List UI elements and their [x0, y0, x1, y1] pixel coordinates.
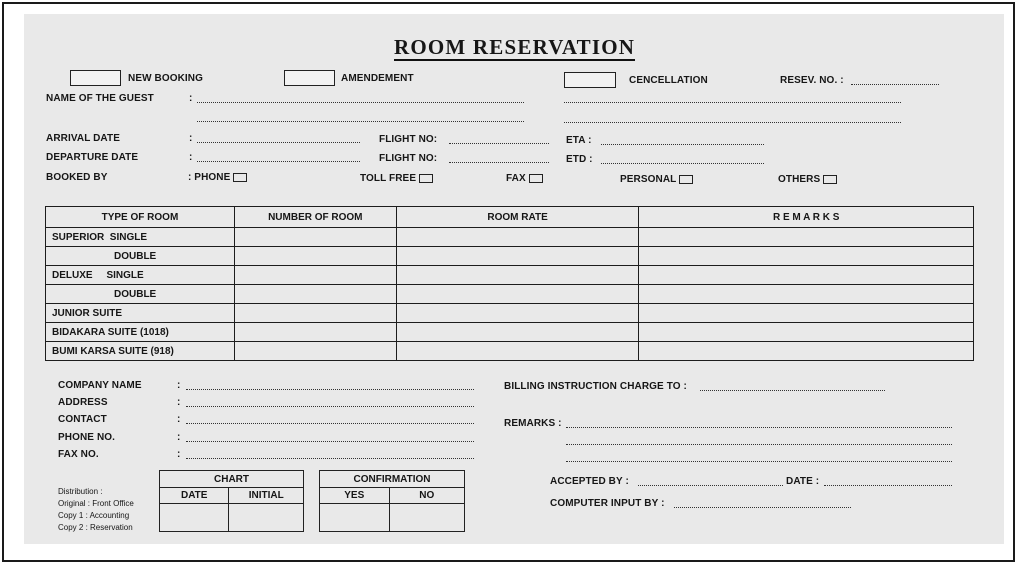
remarks-cell[interactable] [639, 228, 974, 247]
table-row [46, 304, 974, 323]
arrival-date-colon: : [189, 133, 193, 144]
booked-by-personal[interactable] [620, 174, 693, 185]
number-cell[interactable] [234, 228, 396, 247]
guest-name-label: NAME OF THE GUEST [46, 93, 154, 104]
number-cell[interactable] [234, 304, 396, 323]
room-type-cell: DELUXE SINGLE [46, 266, 235, 285]
billing-label: BILLING INSTRUCTION CHARGE TO : [504, 381, 687, 392]
toll-free-checkbox[interactable] [419, 174, 433, 183]
room-type-cell: SUPERIOR SINGLE [46, 228, 235, 247]
room-table [45, 206, 974, 361]
confirmation-title: CONFIRMATION [320, 471, 465, 488]
distribution-copy-1: Copy 1 : Accounting [58, 511, 130, 520]
remarks-field-3[interactable] [566, 461, 952, 462]
eta-field[interactable] [601, 144, 764, 145]
arrival-flight-no-field[interactable] [449, 143, 549, 144]
address-colon: : [177, 397, 181, 408]
number-cell[interactable] [234, 323, 396, 342]
fax-no-field[interactable] [186, 458, 474, 459]
distribution-original: Original : Front Office [58, 499, 134, 508]
arrival-date-field[interactable] [197, 142, 360, 143]
amendement-checkbox[interactable] [284, 70, 335, 86]
remarks-cell[interactable] [639, 342, 974, 361]
chart-initial-cell[interactable] [229, 504, 304, 532]
header-room-rate: ROOM RATE [396, 207, 639, 228]
number-cell[interactable] [234, 266, 396, 285]
reservation-form [24, 14, 1004, 544]
chart-initial-header: INITIAL [229, 488, 304, 504]
accepted-by-label: ACCEPTED BY : [550, 476, 629, 487]
company-name-field[interactable] [186, 389, 474, 390]
contact-label: CONTACT [58, 414, 107, 425]
resev-no-label: RESEV. NO. : [780, 75, 844, 86]
confirmation-table [319, 470, 465, 532]
number-cell[interactable] [234, 342, 396, 361]
remarks-cell[interactable] [639, 266, 974, 285]
address-field[interactable] [186, 406, 474, 407]
departure-date-label: DEPARTURE DATE [46, 152, 139, 163]
etd-field[interactable] [601, 163, 764, 164]
address-label: ADDRESS [58, 397, 108, 408]
table-row [46, 342, 974, 361]
table-row [46, 285, 974, 304]
accepted-by-field[interactable] [638, 485, 783, 486]
rate-cell[interactable] [396, 285, 639, 304]
cancellation-label: CENCELLATION [629, 75, 708, 86]
rate-cell[interactable] [396, 228, 639, 247]
eta-label: ETA : [566, 135, 592, 146]
amendement-label: AMENDEMENT [341, 73, 414, 84]
billing-field[interactable] [700, 390, 885, 391]
confirmation-no-cell[interactable] [389, 504, 464, 532]
personal-checkbox[interactable] [679, 175, 693, 184]
departure-date-colon: : [189, 152, 193, 163]
date-label: DATE : [786, 476, 820, 487]
guest-name-colon: : [189, 93, 193, 104]
chart-title: CHART [160, 471, 304, 488]
confirmation-yes-header: YES [320, 488, 390, 504]
booked-by-others[interactable] [778, 174, 837, 185]
date-field[interactable] [824, 485, 952, 486]
phone-no-label: PHONE NO. [58, 432, 116, 443]
header-remarks: R E M A R K S [639, 207, 974, 228]
room-type-cell: DOUBLE [46, 285, 235, 304]
distribution-heading: Distribution : [58, 487, 103, 496]
arrival-flight-no-label: FLIGHT NO: [379, 134, 438, 145]
fax-label: FAX [506, 173, 526, 184]
computer-input-label: COMPUTER INPUT BY : [550, 498, 665, 509]
remarks-cell[interactable] [639, 285, 974, 304]
header-type-of-room: TYPE OF ROOM [46, 207, 235, 228]
distribution-note [58, 486, 134, 534]
chart-date-cell[interactable] [160, 504, 229, 532]
room-type-cell: BIDAKARA SUITE (1018) [46, 323, 235, 342]
remarks-field-1[interactable] [566, 427, 952, 428]
booked-by-toll-free[interactable] [360, 173, 433, 184]
guest-name-field[interactable] [197, 102, 524, 103]
table-row [46, 228, 974, 247]
personal-label: PERSONAL [620, 174, 677, 185]
chart-table [159, 470, 304, 532]
company-name-label: COMPANY NAME [58, 380, 142, 391]
phone-no-field[interactable] [186, 441, 474, 442]
fax-no-label: FAX NO. [58, 449, 99, 460]
phone-label: : PHONE [188, 172, 231, 183]
page-frame [2, 2, 1015, 562]
new-booking-label: NEW BOOKING [128, 73, 203, 84]
fax-checkbox[interactable] [529, 174, 543, 183]
confirmation-yes-cell[interactable] [320, 504, 390, 532]
distribution-copy-2: Copy 2 : Reservation [58, 523, 133, 532]
number-cell[interactable] [234, 247, 396, 266]
guest-name-field-3[interactable] [564, 102, 901, 103]
fax-no-colon: : [177, 449, 181, 460]
booked-by-label: BOOKED BY [46, 172, 108, 183]
rate-cell[interactable] [396, 342, 639, 361]
room-type-cell: JUNIOR SUITE [46, 304, 235, 323]
guest-name-field-2[interactable] [197, 121, 524, 122]
company-name-colon: : [177, 380, 181, 391]
contact-field[interactable] [186, 423, 474, 424]
table-row [46, 247, 974, 266]
new-booking-checkbox[interactable] [70, 70, 121, 86]
room-type-cell: BUMI KARSA SUITE (918) [46, 342, 235, 361]
others-checkbox[interactable] [823, 175, 837, 184]
remarks-label: REMARKS : [504, 418, 562, 429]
resev-no-field[interactable] [851, 84, 939, 85]
booked-by-phone[interactable] [188, 172, 247, 183]
etd-label: ETD : [566, 154, 593, 165]
phone-no-colon: : [177, 432, 181, 443]
booked-by-fax[interactable] [506, 173, 543, 184]
computer-input-field[interactable] [674, 507, 851, 508]
number-cell[interactable] [234, 285, 396, 304]
toll-free-label: TOLL FREE [360, 173, 417, 184]
header-number-of-room: NUMBER OF ROOM [234, 207, 396, 228]
rate-cell[interactable] [396, 247, 639, 266]
room-type-cell: DOUBLE [46, 247, 235, 266]
table-row [46, 266, 974, 285]
rate-cell[interactable] [396, 323, 639, 342]
room-table-header [46, 207, 974, 228]
departure-flight-no-label: FLIGHT NO: [379, 153, 438, 164]
form-title: ROOM RESERVATION [394, 35, 636, 59]
rate-cell[interactable] [396, 266, 639, 285]
departure-flight-no-field[interactable] [449, 162, 549, 163]
confirmation-no-header: NO [389, 488, 464, 504]
remarks-cell[interactable] [639, 304, 974, 323]
departure-date-field[interactable] [197, 161, 360, 162]
phone-checkbox[interactable] [233, 173, 247, 182]
arrival-date-label: ARRIVAL DATE [46, 133, 120, 144]
chart-date-header: DATE [160, 488, 229, 504]
contact-colon: : [177, 414, 181, 425]
others-label: OTHERS [778, 174, 821, 185]
table-row [46, 323, 974, 342]
guest-name-field-4[interactable] [564, 122, 901, 123]
remarks-field-2[interactable] [566, 444, 952, 445]
rate-cell[interactable] [396, 304, 639, 323]
cancellation-checkbox[interactable] [564, 72, 616, 88]
remarks-cell[interactable] [639, 247, 974, 266]
remarks-cell[interactable] [639, 323, 974, 342]
